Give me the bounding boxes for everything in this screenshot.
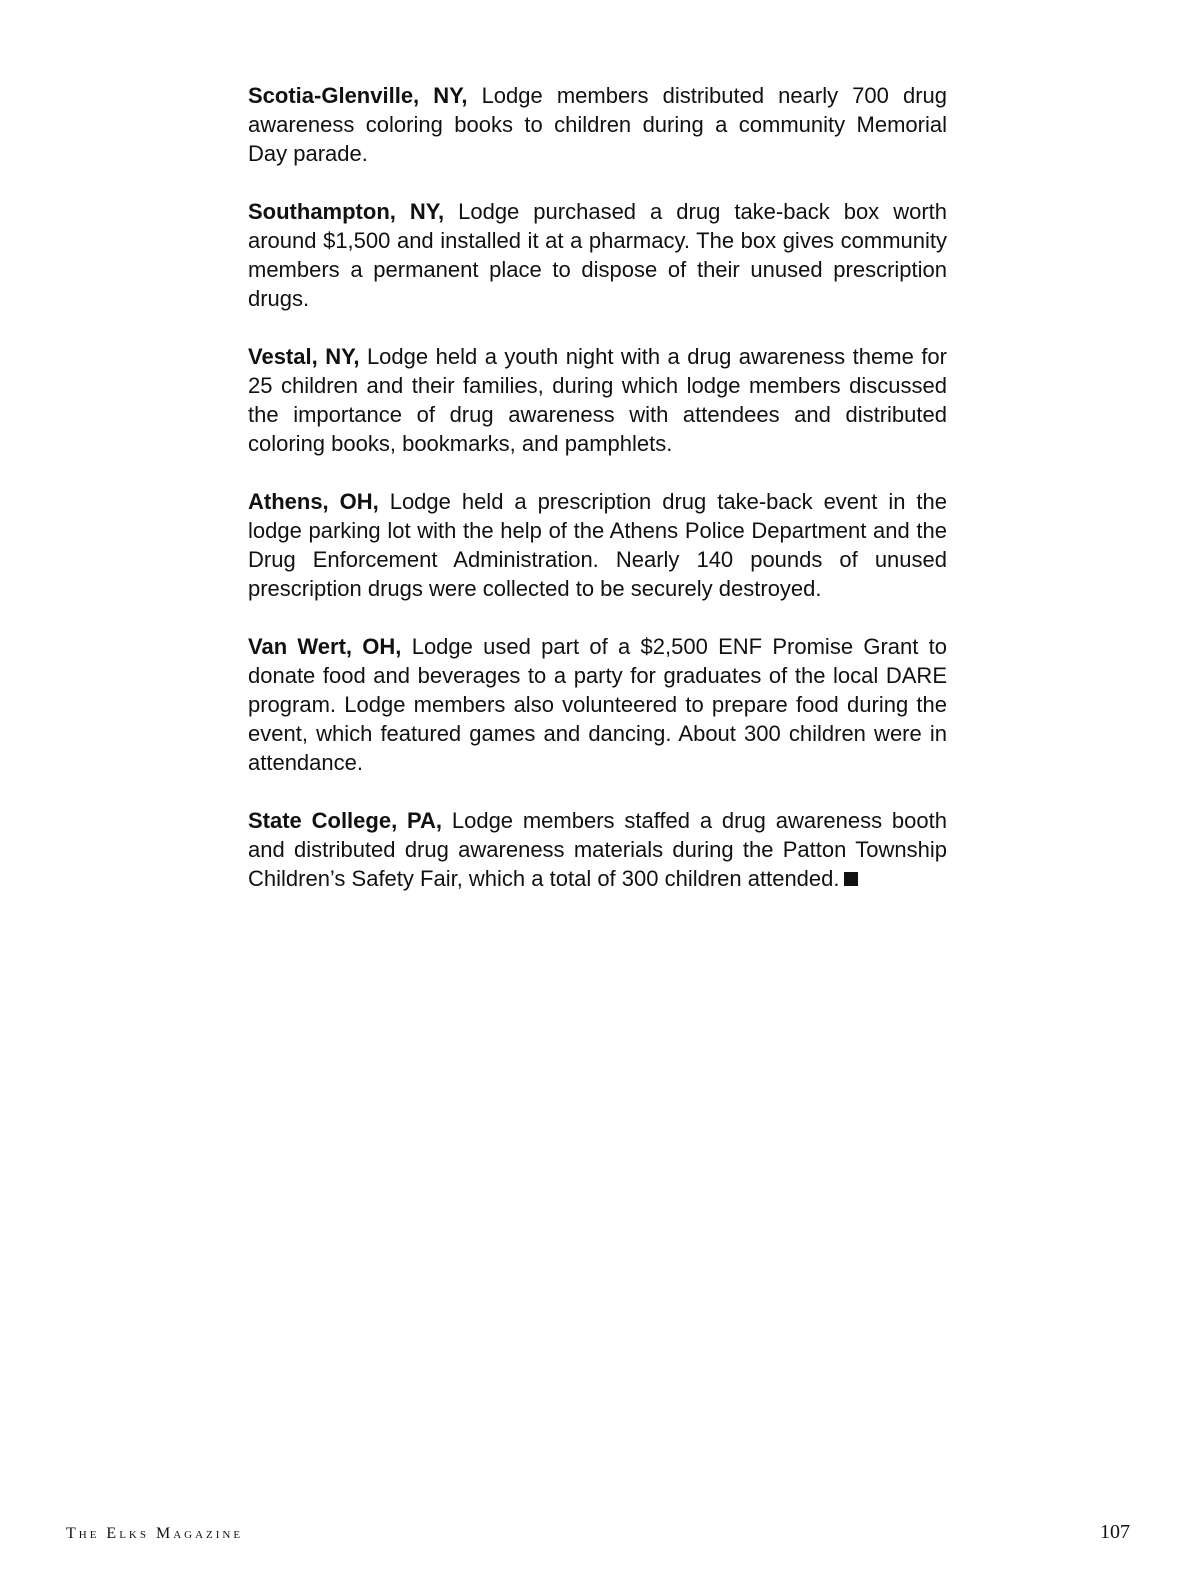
article-column — [248, 81, 947, 922]
page-number: 107 — [1100, 1521, 1130, 1543]
entry-heading: Southampton, NY, — [248, 199, 445, 224]
lodge-entry-southampton — [248, 197, 947, 313]
end-of-article-square-icon — [844, 872, 858, 886]
publication-name: The Elks Magazine — [66, 1525, 244, 1542]
lodge-entry-vestal — [248, 342, 947, 458]
lodge-entry-scotia-glenville — [248, 81, 947, 168]
entry-body: Lodge used part of a $2,500 ENF Promise Grant to donate food and beverages to a party for graduates of the local DARE program. Lodge members also volunteered to prepare food during the event, which featured games and dancing. About 300 children were in attendance. — [248, 634, 947, 775]
entry-heading: Athens, OH, — [248, 489, 379, 514]
entry-body: Lodge purchased a drug take-back box worth around $1,500 and installed it at a pharmacy. The box gives community members a permanent place to dispose of their unused prescription drugs. — [248, 199, 947, 311]
lodge-entry-van-wert — [248, 632, 947, 777]
lodge-entry-athens — [248, 487, 947, 603]
entry-body: Lodge held a youth night with a drug awareness theme for 25 children and their families, during which lodge members discussed the importance of drug awareness with attendees and distributed coloring books, bookmarks, and pamphlets. — [248, 344, 947, 456]
entry-body: Lodge held a prescription drug take-back event in the lodge parking lot with the help of the Athens Police Department and the Drug Enforcement Administration. Nearly 140 pounds of unused prescription drugs were collected to be securely destroyed. — [248, 489, 947, 601]
entry-heading: Van Wert, OH, — [248, 634, 402, 659]
entry-heading: State College, PA, — [248, 808, 443, 833]
lodge-entry-state-college — [248, 806, 947, 893]
entry-body: Lodge members distributed nearly 700 drug awareness coloring books to children during a community Memorial Day parade. — [248, 83, 947, 166]
entry-body: Lodge members staffed a drug awareness booth and distributed drug awareness materials during the Patton Township Children’s Safety Fair, which a total of 300 children attended. — [248, 808, 947, 891]
entry-heading: Vestal, NY, — [248, 344, 360, 369]
entry-heading: Scotia-Glenville, NY, — [248, 83, 468, 108]
